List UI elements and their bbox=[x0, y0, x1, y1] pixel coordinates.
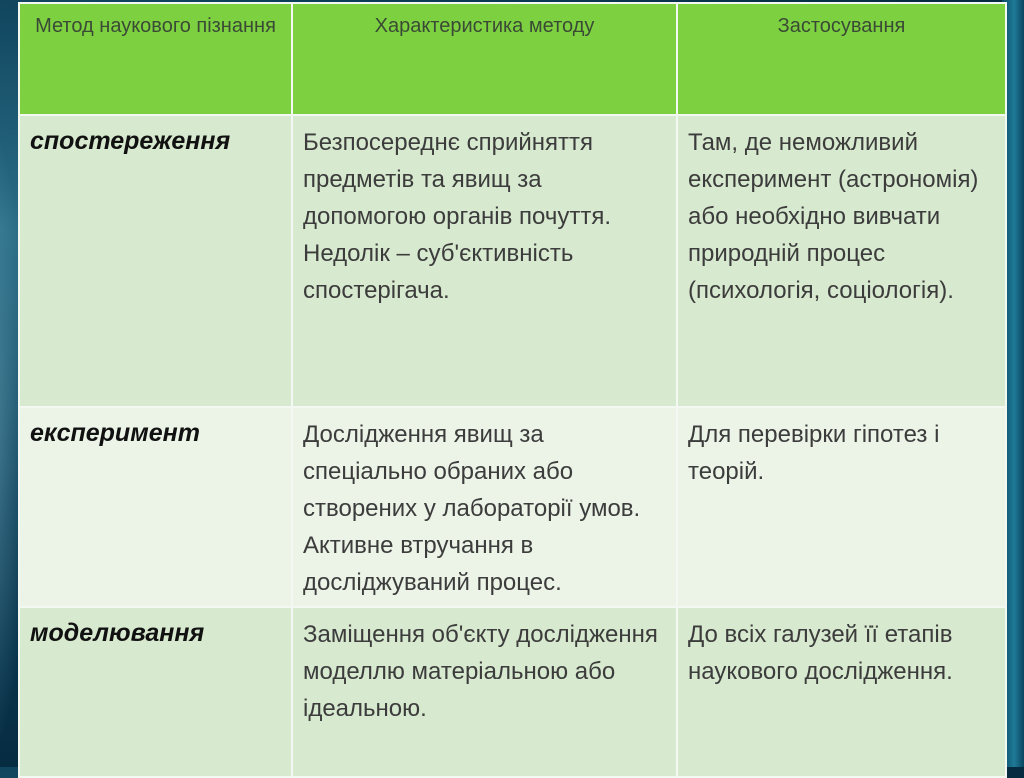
table-row bbox=[19, 607, 1006, 777]
header-application: Застосування bbox=[677, 3, 1006, 115]
table-row bbox=[19, 115, 1006, 407]
method-name: експеримент bbox=[19, 407, 292, 607]
method-description: Заміщення об'єкту дослідження моделлю матеріальною або ідеальною. bbox=[292, 607, 677, 777]
methods-table bbox=[18, 2, 1007, 778]
table-header-row bbox=[19, 3, 1006, 115]
method-description: Дослідження явищ за спеціально обраних або створених у лабораторії умов. Активне втручання в досліджуваний процес. bbox=[292, 407, 677, 607]
method-name: спостереження bbox=[19, 115, 292, 407]
method-application: Там, де неможливий експеримент (астрономія) або необхідно вивчати природній процес (психологія, соціологія). bbox=[677, 115, 1006, 407]
header-method: Метод наукового пізнання bbox=[19, 3, 292, 115]
table-row bbox=[19, 407, 1006, 607]
method-description: Безпосереднє сприйняття предметів та явищ за допомогою органів почуття. Недолік – суб'єктивність спостерігача. bbox=[292, 115, 677, 407]
header-characteristic: Характеристика методу bbox=[292, 3, 677, 115]
method-name: моделювання bbox=[19, 607, 292, 777]
method-application: Для перевірки гіпотез і теорій. bbox=[677, 407, 1006, 607]
method-application: До всіх галузей її етапів наукового дослідження. bbox=[677, 607, 1006, 777]
